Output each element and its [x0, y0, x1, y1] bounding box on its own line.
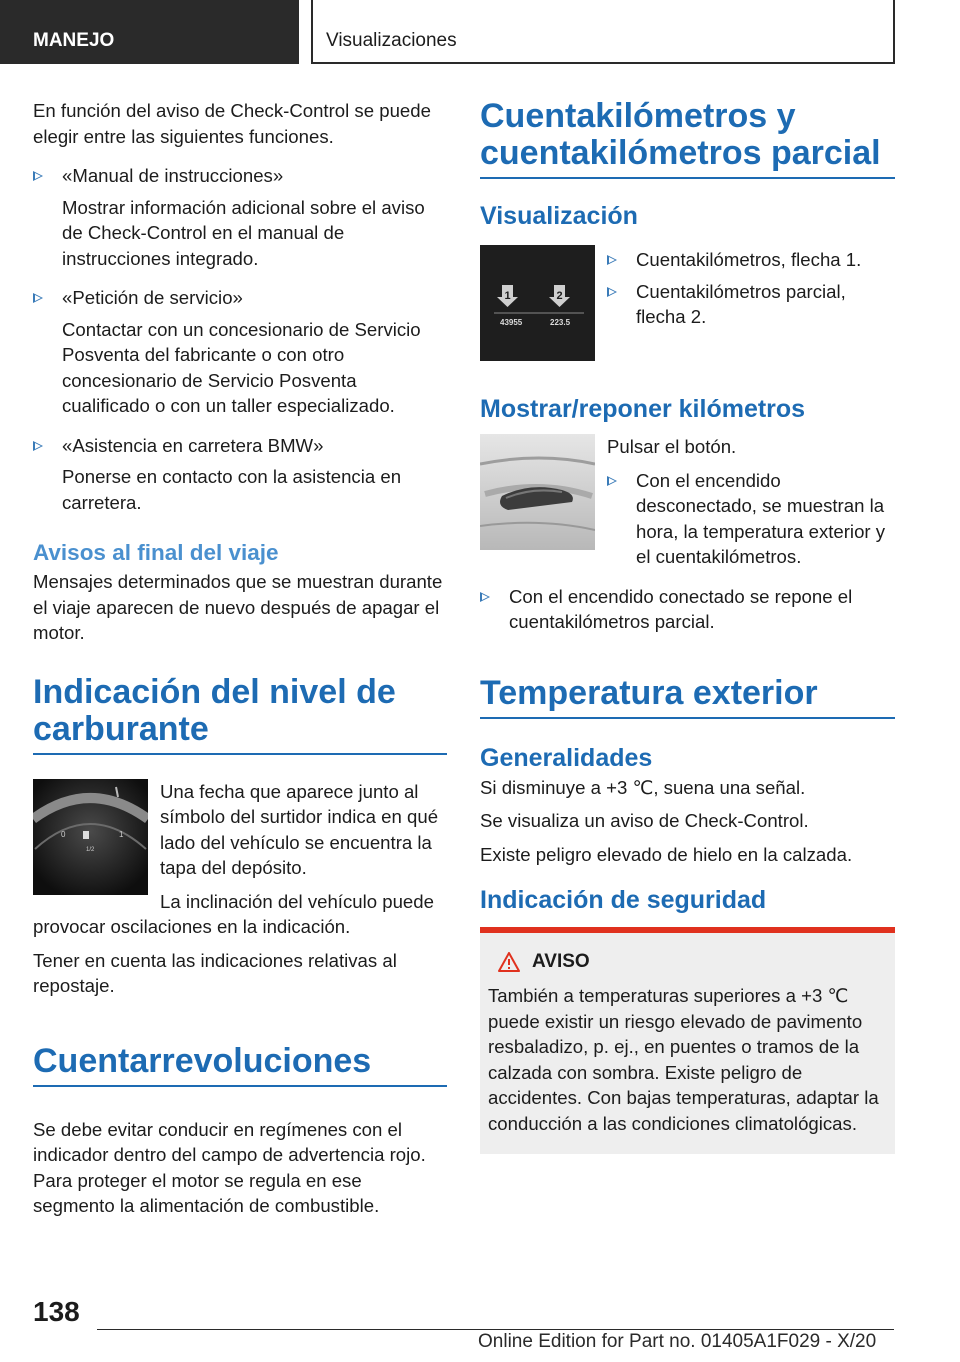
general-heading: Generalidades	[480, 743, 653, 772]
safety-heading: Indicación de seguridad	[480, 886, 767, 914]
display-item-text: Cuentakilómetros parcial, flecha 2.	[636, 280, 846, 327]
bullet-triangle-icon	[33, 441, 43, 451]
warning-box	[480, 927, 895, 1154]
temperature-heading: Temperatura exterior	[480, 675, 895, 719]
section-tab	[0, 0, 299, 64]
odometer-value-total: 43955	[500, 318, 523, 327]
display-item	[607, 279, 895, 330]
option-description: Ponerse en contacto con la asistencia en carretera.	[62, 466, 402, 513]
display-heading: Visualización	[480, 202, 638, 230]
rev-heading: Cuentarrevoluciones	[33, 1043, 447, 1087]
fuel-text-2: La inclinación del vehículo puede provocar oscilaciones en la indicación.	[33, 890, 434, 937]
bullet-triangle-icon	[33, 293, 43, 303]
option-description: Contactar con un concesionario de Servicio Posventa del fabricante o con otro concesionario de Servicio Posventa cualificado o con un taller especializado.	[62, 318, 421, 416]
warning-title: AVISO	[532, 951, 590, 972]
odometer-arrow-label-1: 1	[504, 290, 511, 302]
reset-button-image	[480, 434, 595, 555]
reset-item	[480, 584, 895, 635]
rev-text: Se debe evitar conducir en regímenes con el indicador dentro del campo de advertencia rojo. Para proteger el motor se regula en ese segmento la alimentación de combustible.	[33, 1118, 426, 1216]
warning-triangle-icon	[498, 952, 520, 972]
odometer-value-trip: 223.5	[550, 318, 571, 327]
right-column	[480, 98, 895, 1154]
odometer-heading: Cuentakilómetros y cuentakilómetros parcial	[480, 98, 895, 179]
fuel-text-3: Tener en cuenta las indicaciones relativas al repostaje.	[33, 949, 397, 996]
reset-item-text: Con el encendido desconectado, se muestran la hora, la temperatura exterior y el cuentakilómetros.	[636, 469, 886, 567]
bullet-triangle-icon	[33, 171, 43, 181]
option-item	[33, 433, 447, 459]
option-item	[33, 285, 447, 311]
chapter-title: Visualizaciones	[326, 30, 457, 51]
warning-text: También a temperaturas superiores a +3 ℃ puede existir un riesgo elevado de pavimento resbaladizo, p. ej., en puentes o tramos de la calzada con sombra. Existe peligro de accidentes. Con bajas temperaturas, adaptar la conducción a las condiciones climatológicas.	[488, 985, 879, 1134]
fuel-gauge-image	[33, 779, 148, 900]
option-title: «Asistencia en carretera BMW»	[62, 434, 324, 456]
reset-item	[607, 468, 895, 570]
general-line: Existe peligro elevado de hielo en la calzada.	[480, 843, 853, 865]
gauge-label-half: 1/2	[86, 846, 95, 853]
footer-divider	[97, 1329, 894, 1330]
trip-heading: Avisos al final del viaje	[33, 540, 279, 565]
display-item-text: Cuentakilómetros, flecha 1.	[636, 249, 862, 270]
gauge-label-zero: 0	[61, 829, 66, 839]
general-line: Se visualiza un aviso de Check-Control.	[480, 810, 809, 831]
fuel-heading: Indicación del nivel de carburante	[33, 674, 447, 755]
bullet-triangle-icon	[607, 476, 617, 486]
bullet-triangle-icon	[607, 255, 617, 265]
option-title: «Manual de instrucciones»	[62, 165, 284, 186]
option-title: «Petición de servicio»	[62, 287, 243, 308]
bullet-triangle-icon	[480, 592, 490, 602]
warning-title-row	[488, 951, 887, 973]
fuel-text-1: Una fecha que aparece junto al símbolo del surtidor indica en qué lado del vehículo se encuentra la tapa del depósito.	[160, 780, 439, 878]
option-item	[33, 163, 447, 189]
section-title: MANEJO	[33, 30, 115, 51]
odometer-arrow-label-2: 2	[556, 290, 563, 302]
trip-text: Mensajes determinados que se muestran durante el viaje aparecen de nuevo después de apagar el motor.	[33, 571, 443, 643]
option-description: Mostrar información adicional sobre el aviso de Check-Control en el manual de instrucciones integrado.	[62, 196, 425, 269]
left-column	[33, 98, 447, 1227]
edition-text: Online Edition for Part no. 01405A1F029 - X/20	[478, 1331, 877, 1352]
reset-intro: Pulsar el botón.	[607, 436, 737, 457]
page-number: 138	[33, 1296, 80, 1327]
display-item	[607, 247, 895, 273]
intro-paragraph: En función del aviso de Check-Control se puede elegir entre las siguientes funciones.	[33, 100, 431, 147]
reset-item-text: Con el encendido conectado se repone el cuentakilómetros parcial.	[509, 585, 853, 632]
reset-heading: Mostrar/reponer kilómetros	[480, 395, 806, 423]
odometer-image	[480, 245, 595, 366]
chapter-tab	[311, 0, 895, 64]
bullet-triangle-icon	[607, 287, 617, 297]
general-line: Si disminuye a +3 ℃, suena una señal.	[480, 776, 806, 798]
gauge-label-one: 1	[119, 829, 124, 839]
